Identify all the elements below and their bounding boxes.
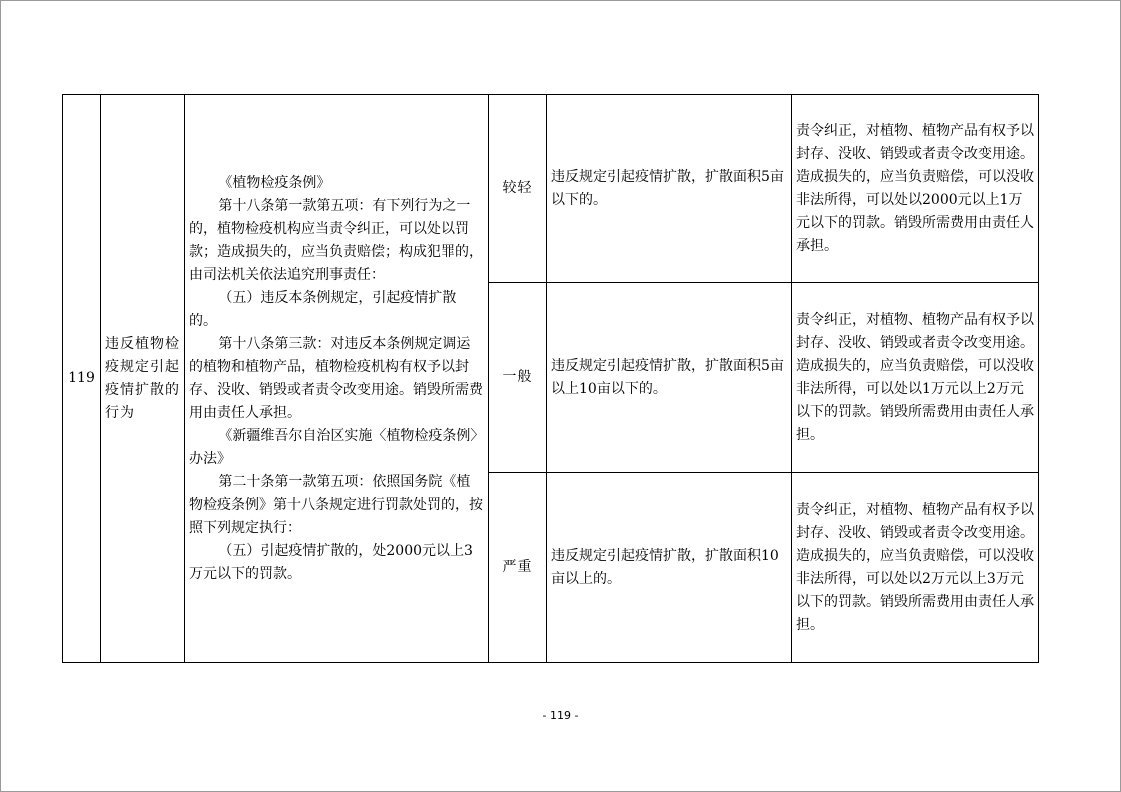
circumstance: 违反规定引起疫情扩散，扩散面积5亩以下的。 <box>547 95 792 283</box>
severity-level: 较轻 <box>489 95 547 283</box>
basis-paragraph: 《新疆维吾尔自治区实施〈植物检疫条例〉办法》 <box>189 427 478 467</box>
table-row <box>63 95 1039 283</box>
severity-level: 严重 <box>489 473 547 663</box>
legal-basis <box>185 95 489 663</box>
basis-paragraph: 第十八条第一款第五项：有下列行为之一的，植物检疫机构应当责令纠正，可以处以罚款；造成损失的，应当负责赔偿；构成犯罪的，由司法机关依法追究刑事责任： <box>189 197 483 283</box>
circumstance: 违反规定引起疫情扩散，扩散面积10亩以上的。 <box>547 473 792 663</box>
penalty: 责令纠正，对植物、植物产品有权予以封存、没收、销毁或者责令改变用途。造成损失的，应当负责赔偿，可以没收非法所得，可以处以2000元以上1万元以下的罚款。销毁所需费用由责任人承担。 <box>792 95 1039 283</box>
basis-paragraph: 《植物检疫条例》 <box>218 174 331 191</box>
penalty: 责令纠正，对植物、植物产品有权予以封存、没收、销毁或者责令改变用途。造成损失的，应当负责赔偿，可以没收非法所得，可以处以1万元以上2万元以下的罚款。销毁所需费用由责任人承担。 <box>792 283 1039 473</box>
penalty: 责令纠正，对植物、植物产品有权予以封存、没收、销毁或者责令改变用途。造成损失的，应当负责赔偿，可以没收非法所得，可以处以2万元以上3万元以下的罚款。销毁所需费用由责任人承担。 <box>792 473 1039 663</box>
penalty-table <box>62 94 1039 663</box>
basis-paragraph: （五）引起疫情扩散的，处2000元以上3万元以下的罚款。 <box>189 542 473 582</box>
basis-paragraph: 第十八条第三款：对违反本条例规定调运的植物和植物产品，植物检疫机构有权予以封存、没收、销毁或者责令改变用途。销毁所需费用由责任人承担。 <box>189 335 483 421</box>
circumstance: 违反规定引起疫情扩散，扩散面积5亩以上10亩以下的。 <box>547 283 792 473</box>
violation-name: 违反植物检疫规定引起疫情扩散的行为 <box>101 95 185 663</box>
item-number: 119 <box>63 95 101 663</box>
basis-paragraph: 第二十条第一款第五项：依照国务院《植物检疫条例》第十八条规定进行罚款处罚的，按照下列规定执行： <box>189 473 483 536</box>
basis-paragraph: （五）违反本条例规定，引起疫情扩散的。 <box>189 289 457 329</box>
severity-level: 一般 <box>489 283 547 473</box>
page-number: - 119 - <box>542 709 579 722</box>
